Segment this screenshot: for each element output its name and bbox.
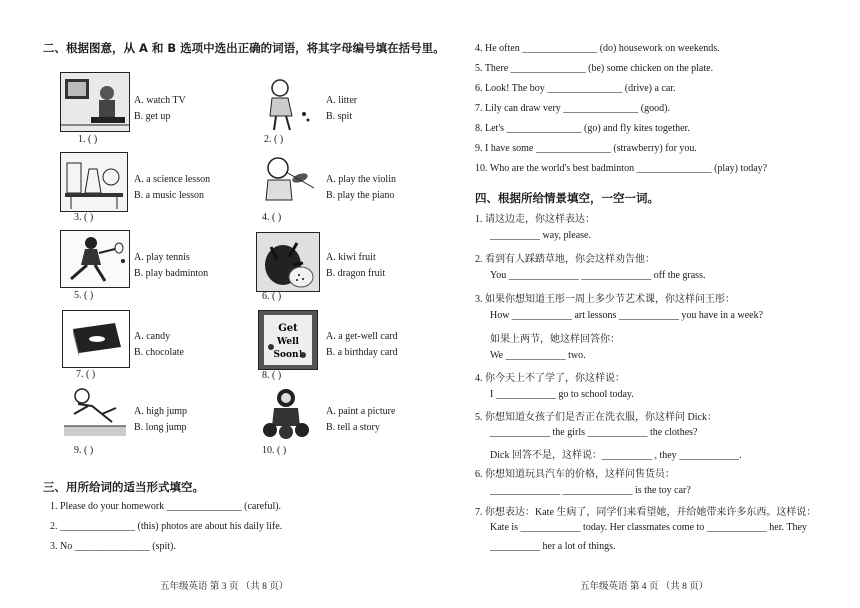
q9-option-b: B. long jump [134, 422, 187, 433]
situation-2-prompt: 2. 看到有人踩踏草地，你会这样劝告他： [475, 254, 655, 265]
situation-6-answer[interactable]: ______________ ______________ is the toy car? [490, 485, 691, 496]
right-page [440, 0, 860, 608]
page-footer-left: 五年级英语 第 3 页 （共 8 页） [160, 582, 289, 592]
fill-line-4[interactable]: 4. He often _______________ (do) housework on weekends. [475, 43, 720, 54]
page-footer-right: 五年级英语 第 4 页 （共 8 页） [580, 582, 709, 592]
q1-option-b: B. get up [134, 111, 171, 122]
situation-7-answer-line-2[interactable]: __________ her a lot of things. [490, 541, 616, 552]
storyteller-picture [256, 386, 316, 442]
situation-5-reply[interactable]: Dick 回答不是，这样说：__________ , they ____________. [490, 450, 742, 461]
situation-4-prompt: 4. 你今天上不了学了，你这样说： [475, 373, 625, 384]
q9-option-a: A. high jump [134, 406, 188, 417]
q2-option-b: B. spit [326, 111, 353, 122]
q4-option-b: B. play the piano [326, 190, 395, 201]
q5-answer-blank[interactable]: 5. ( ) [74, 290, 94, 301]
badminton-player-picture [60, 230, 130, 288]
q3-option-a: A. a science lesson [134, 174, 211, 185]
long-jump-picture [62, 384, 128, 440]
situation-3-followup: 如果上两节，她这样回答你： [490, 334, 620, 345]
fill-line-10[interactable]: 10. Who are the world's best badminton _______________ (play) today? [475, 163, 768, 174]
situation-7-answer-line-1[interactable]: Kate is ____________ today. Her classmates come to ____________ her. They [490, 522, 807, 533]
q3-answer-blank[interactable]: 3. ( ) [74, 212, 94, 223]
situation-5-answer[interactable]: ____________ the girls ____________ the clothes? [490, 427, 698, 438]
q8-answer-blank[interactable]: 8. ( ) [262, 370, 282, 381]
q3-option-b: B. a music lesson [134, 190, 204, 201]
q2-answer-blank[interactable]: 2. ( ) [264, 134, 284, 145]
section-4-title: 四、根据所给情景填空，一空一词。 [475, 191, 659, 205]
situation-6-prompt: 6. 你想知道玩具汽车的价格，这样问售货员： [475, 469, 675, 480]
fill-line-5[interactable]: 5. There _______________ (be) some chicken on the plate. [475, 63, 714, 74]
situation-5-prompt: 5. 你想知道女孩子们是否正在洗衣服，你这样问 Dick： [475, 412, 717, 423]
fill-line-9[interactable]: 9. I have some _______________ (strawberry) for you. [475, 143, 697, 154]
q7-answer-blank[interactable]: 7. ( ) [76, 369, 96, 380]
card-text-line-3: Soon! [273, 350, 303, 360]
q10-answer-blank[interactable]: 10. ( ) [262, 445, 287, 456]
violin-player-picture [256, 152, 318, 210]
q8-option-b: B. a birthday card [326, 347, 398, 358]
q1-answer-blank[interactable]: 1. ( ) [78, 134, 98, 145]
card-text-line-2: Well [277, 337, 299, 347]
fill-line-7[interactable]: 7. Lily can draw very _______________ (good). [475, 103, 670, 114]
q4-answer-blank[interactable]: 4. ( ) [262, 212, 282, 223]
card-text-line-1: Get [278, 323, 298, 334]
section-3-title: 三、用所给词的适当形式填空。 [43, 480, 204, 494]
situation-1-prompt: 1. 请这边走，你这样表达： [475, 214, 595, 225]
situation-3-reply[interactable]: We ____________ two. [490, 350, 586, 361]
watching-tv-picture [60, 72, 130, 132]
situation-3-answer[interactable]: How ____________ art lessons ____________ you have in a week? [490, 310, 764, 321]
situation-3-prompt: 3. 如果你想知道王彤一周上多少节艺术课，你这样问王彤： [475, 294, 735, 305]
dragon-fruit-picture [256, 232, 320, 292]
q7-option-b: B. chocolate [134, 347, 184, 358]
q7-option-a: A. candy [134, 331, 171, 342]
science-lab-picture [60, 152, 128, 212]
q1-option-a: A. watch TV [134, 95, 186, 106]
q6-answer-blank[interactable]: 6. ( ) [262, 291, 282, 302]
q5-option-b: B. play badminton [134, 268, 209, 279]
fill-line-3[interactable]: 3. No _______________ (spit). [50, 541, 176, 552]
situation-7-prompt: 7. 你想表达：Kate 生病了，同学们来看望她，并给她带来许多东西。这样说： [475, 507, 817, 518]
situation-2-answer[interactable]: You ______________ ______________ off the grass. [490, 270, 706, 281]
q6-option-b: B. dragon fruit [326, 268, 386, 279]
fill-line-2[interactable]: 2. _______________ (this) photos are about his daily life. [50, 521, 283, 532]
q4-option-a: A. play the violin [326, 174, 396, 185]
q8-option-a: A. a get-well card [326, 331, 398, 342]
q10-option-a: A. paint a picture [326, 406, 396, 417]
situation-4-answer[interactable]: I ____________ go to school today. [490, 389, 634, 400]
fill-line-6[interactable]: 6. Look! The boy _______________ (drive) a car. [475, 83, 676, 94]
chocolate-bar-picture [62, 310, 130, 368]
get-well-card-picture [258, 310, 318, 370]
q10-option-b: B. tell a story [326, 422, 380, 433]
fill-line-8[interactable]: 8. Let's _______________ (go) and fly kites together. [475, 123, 690, 134]
spitting-picture [258, 74, 318, 132]
situation-1-answer[interactable]: __________ way, please. [490, 230, 591, 241]
q5-option-a: A. play tennis [134, 252, 190, 263]
section-2-title: 二、根据图意，从 A 和 B 选项中选出正确的词语，将其字母编号填在括号里。 [43, 41, 445, 55]
q9-answer-blank[interactable]: 9. ( ) [74, 445, 94, 456]
q2-option-a: A. litter [326, 95, 358, 106]
q6-option-a: A. kiwi fruit [326, 252, 376, 263]
fill-line-1[interactable]: 1. Please do your homework _______________ (careful). [50, 501, 282, 512]
